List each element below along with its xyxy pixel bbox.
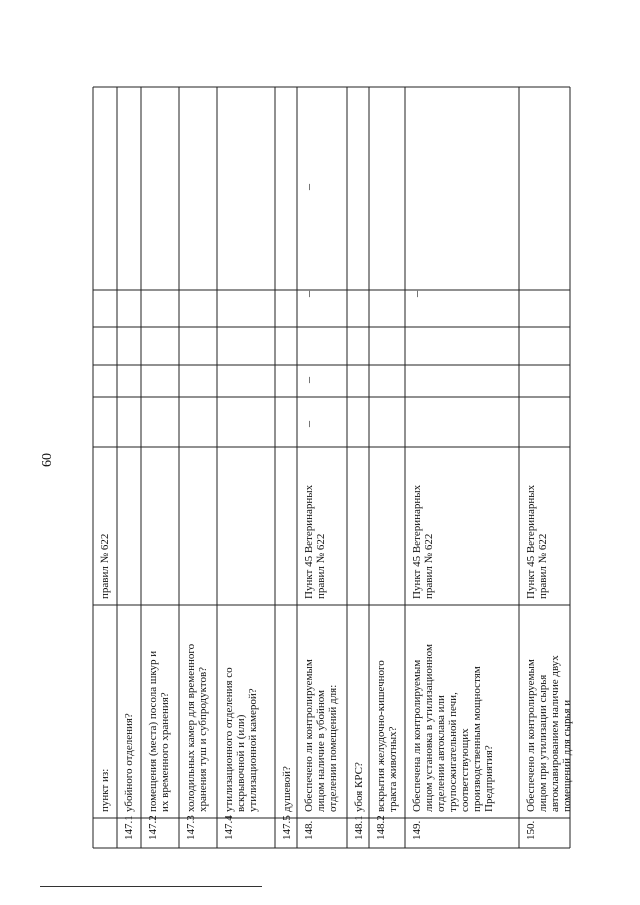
question-text: их временного хранения? [159, 692, 171, 812]
question-text: лицом при утилизации сырья [537, 674, 549, 812]
question-text: Обеспечено ли контролируемым [303, 659, 315, 812]
reference-text: Пункт 45 Ветеринарных [525, 484, 537, 599]
dash-mark: – [409, 291, 423, 297]
row-number: 147.2 [147, 815, 159, 840]
row-number: 150. [525, 820, 537, 840]
question-text: помещения (места) посола шкур и [147, 650, 159, 812]
question-text: помещений для сырья и [561, 699, 573, 812]
question-text: лицом наличие в убойном [315, 690, 327, 812]
question-text: вскрытия желудочно-кишечного [375, 660, 387, 812]
page-number: 60 [40, 453, 55, 467]
dash-mark: – [301, 421, 315, 427]
question-text: утилизационной камерой? [247, 688, 259, 812]
row-number: 149. [411, 820, 423, 840]
reference-text: правил № 622 [537, 533, 549, 599]
reference-text: правил № 622 [315, 533, 327, 599]
footnote-separator [40, 886, 262, 887]
question-text: холодильных камер для временного [185, 643, 197, 812]
question-text: отделении помещений для: [327, 684, 339, 812]
question-text: Обеспечено ли контролируемым [525, 659, 537, 812]
row-number: 147.1 [123, 815, 135, 840]
question-text: душевой? [281, 766, 293, 812]
question-text: убоя КРС? [353, 762, 365, 812]
row-number: 147.4 [223, 815, 235, 840]
dash-mark: – [301, 377, 315, 383]
question-text: автоклавированием наличие двух [549, 655, 561, 812]
question-text: трупосжигательной печи, [447, 692, 459, 812]
question-text: убойного отделения? [123, 713, 135, 812]
question-text: тракта животных? [387, 726, 399, 812]
question-text: лицом установка в утилизационном [423, 644, 435, 812]
question-text: соответствующих [459, 728, 471, 812]
reference-text: правил № 622 [423, 533, 435, 599]
row-number: 148. [303, 820, 315, 840]
row-number: 147.5 [281, 815, 293, 840]
question-text: вскрывочной и (или) [235, 714, 247, 812]
question-text: Обеспечена ли контролируемым [411, 659, 423, 812]
question-text: утилизационного отделения со [223, 667, 235, 812]
question-text: хранения туш и субпродуктов? [197, 666, 209, 812]
reference-text: правил № 622 [99, 533, 111, 599]
dash-mark: – [301, 291, 315, 297]
dash-mark: – [301, 184, 315, 190]
reference-text: Пункт 45 Ветеринарных [411, 484, 423, 599]
row-number: 148.1 [353, 815, 365, 840]
question-text: отделении автоклава или [435, 695, 447, 812]
row-number: 147.3 [185, 815, 197, 840]
reference-text: Пункт 45 Ветеринарных [303, 484, 315, 599]
question-text: пункт из: [99, 768, 111, 812]
question-text: производственным мощностям [471, 666, 483, 812]
row-number: 148.2 [375, 815, 387, 840]
question-text: Предприятия? [483, 745, 495, 812]
